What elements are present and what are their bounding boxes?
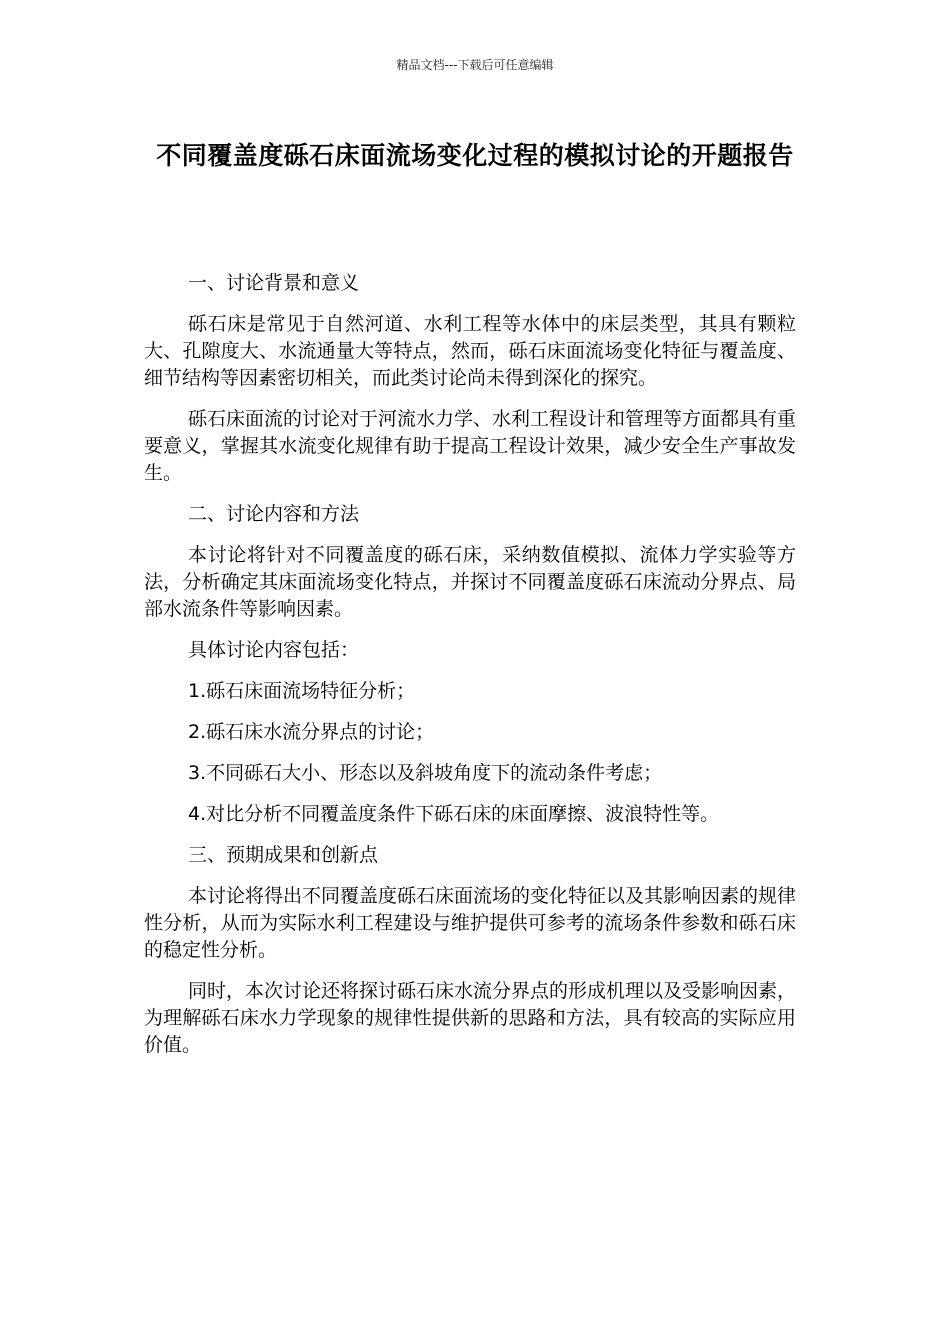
- header-note: 精品文档---下载后可任意编辑: [396, 58, 554, 72]
- list-item: 4.对比分析不同覆盖度条件下砾石床的床面摩擦、波浪特性等。: [188, 803, 720, 825]
- paragraph-outcomes-2: 同时，本次讨论还将探讨砾石床水流分界点的形成机理以及受影响因素，为理解砾石床水力学现象的规律性提供新的思路和方法，具有较高的实际应用价值。: [144, 980, 797, 1056]
- section-heading-content-method: 二、讨论内容和方法: [188, 503, 360, 525]
- section-heading-outcomes: 三、预期成果和创新点: [188, 844, 379, 866]
- document-title: 不同覆盖度砾石床面流场变化过程的模拟讨论的开题报告: [156, 141, 794, 170]
- paragraph-outcomes-1: 本讨论将得出不同覆盖度砾石床面流场的变化特征以及其影响因素的规律性分析，从而为实际水利工程建设与维护提供可参考的流场条件参数和砾石床的稳定性分析。: [144, 885, 797, 961]
- list-item: 1.砾石床面流场特征分析；: [188, 680, 416, 702]
- list-item: 2.砾石床水流分界点的讨论；: [188, 721, 435, 743]
- paragraph-background-1: 砾石床是常见于自然河道、水利工程等水体中的床层类型，其具有颗粒大、孔隙度大、水流通量大等特点，然而，砾石床面流场变化特征与覆盖度、细节结构等因素密切相关，而此类讨论尚未得到深化的探究。: [144, 313, 796, 389]
- list-item: 3.不同砾石大小、形态以及斜坡角度下的流动条件考虑；: [188, 762, 663, 784]
- paragraph-content-1: 本讨论将针对不同覆盖度的砾石床，采纳数值模拟、流体力学实验等方法，分析确定其床面流场变化特点，并探讨不同覆盖度砾石床流动分界点、局部水流条件等影响因素。: [144, 544, 796, 620]
- section-heading-background: 一、讨论背景和意义: [188, 272, 360, 294]
- document-body: [144, 270, 796, 1073]
- paragraph-content-2: 具体讨论内容包括：: [188, 639, 360, 661]
- paragraph-background-2: 砾石床面流的讨论对于河流水力学、水利工程设计和管理等方面都具有重要意义，掌握其水流变化规律有助于提高工程设计效果，减少安全生产事故发生。: [144, 408, 797, 484]
